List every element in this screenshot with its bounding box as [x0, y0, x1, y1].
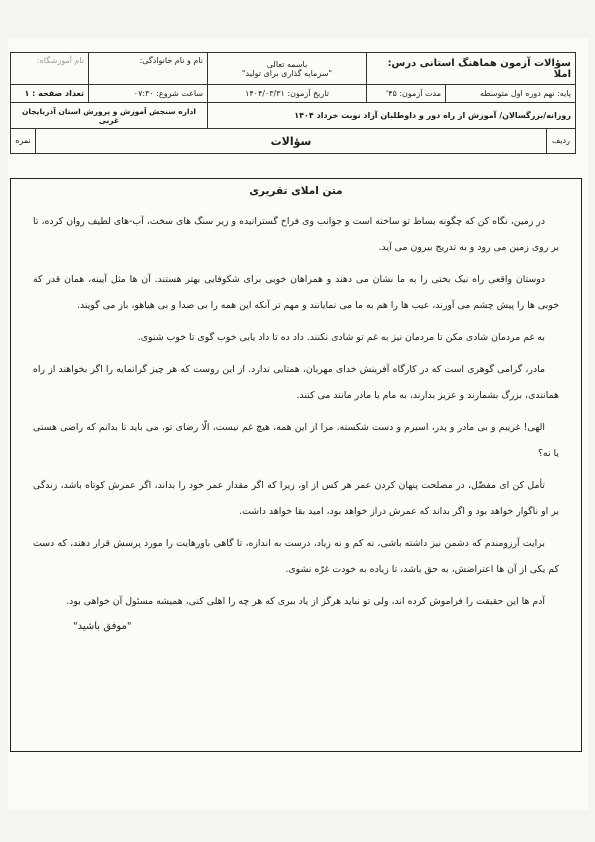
duration-label: مدت آزمون: ۴۵' [386, 89, 441, 98]
row-number-header: ردیف [546, 129, 575, 153]
start-time-cell: ساعت شروع: ۰۷:۳۰ [89, 85, 208, 103]
paragraph-2: دوستان واقعی راه نیک بختی را به ما نشان می دهند و همراهان خوبی برای شکوفایی بهتر هستند. آن ها مثل آیینه، همان قدر که خوبی ها را پیش چشم می آورند، عیب ها را هم به ما می نمایانند و مهم تر آنکه این همه را بی صدا و بی هیاهو، باز می گویند. [33, 274, 559, 311]
school-name-cell: نام آموزشگاه: [11, 53, 89, 85]
bismillah-text: باسمه تعالی [266, 59, 308, 69]
grade-label: پایه: نهم دوره اول متوسطه [445, 85, 575, 102]
exam-header-table [10, 52, 576, 154]
paragraph-6: تأمل کن ای مفضّل، در مصلحت پنهان کردن عمر هر کس از او، زیرا که اگر مقدار عمر خود را بداند، اگر عمرش کوتاه باشد، زندگی بر او ناگوار خواهد بود و اگر بداند که عمرش دراز خواهد بود، امید بقا خواهد داشت. [33, 480, 559, 517]
subject-cell: سؤالات آزمون هماهنگ استانی درس: املا [367, 53, 576, 85]
paragraph-4: مادر، گرامی گوهری است که در کارگاه آفرینش خدای مهربان، همتایی ندارد. از این روست که هر چیز گرانمایه را اگر بخواهند از راه همانندی، بزرگ بشمارند و عزیز بدارند، به مام یا مادر مانند می کنند. [33, 364, 559, 401]
bismillah-cell [208, 53, 367, 85]
dictation-title: متن املای تقریری [249, 185, 343, 197]
questions-header-cell [11, 129, 576, 154]
closing-wish: "موفق باشید" [73, 621, 132, 632]
score-header: نمره [11, 129, 36, 153]
dictation-text [11, 209, 581, 615]
paragraph-8: آدم ها این حقیقت را فراموش کرده اند، ولی تو نباید هرگز از یاد ببری که هر چه را اهلی کنی، همیشه مسئول آن خواهی بود. [66, 596, 545, 607]
page-count-cell: تعداد صفحه : ۱ [11, 85, 89, 103]
questions-header: سؤالات [270, 134, 312, 148]
paragraph-3: به غم مردمان شادی مکن تا مردمان نیز به غم تو شادی نکنند. داد ده تا داد یابی خوب گوی تا خوب شنوی. [137, 332, 545, 343]
paragraph-7: برایت آرزومندم که دشمن نیز داشته باشی، نه کم و نه زیاد، درست به اندازه، تا گاهی باورهایت را مورد پرسش قرار دهند، که دست کم یکی از آن ها اعتراضش، به حق باشد، تا زیاده به خودت غرّه نشوی. [33, 538, 559, 575]
session-cell: روزانه/بزرگسالان/ آموزش از راه دور و داوطلبان آزاد نوبت خرداد ۱۴۰۴ [208, 103, 576, 129]
dictation-section [10, 178, 582, 752]
student-name-cell: نام و نام خانوادگی: [89, 53, 208, 85]
office-cell: اداره سنجش آموزش و پرورش استان آذربایجان غربی [11, 103, 208, 129]
year-slogan: "سرمایه گذاری برای تولید" [241, 68, 333, 78]
grade-duration-cell [367, 85, 576, 103]
paragraph-5: الهی! غریبم و بی مادر و پدر، اسیرم و دست شکسته. مرا از این همه، هیچ غم نیست، الّا رضای تو، می باید تا بدانم که راضی هستی یا نه؟ [33, 422, 559, 459]
exam-date-cell: تاریخ آزمون: ۱۴۰۴/۰۳/۳۱ [208, 85, 367, 103]
paragraph-1: در زمین، نگاه کن که چگونه بساط تو ساخته است و جوانب وی فراخ گسترانیده و زیر سنگ های سخت، آب-های لطیف روان کرده، تا بر روی زمین می رود و به تدریج بیرون می آید. [33, 216, 559, 253]
